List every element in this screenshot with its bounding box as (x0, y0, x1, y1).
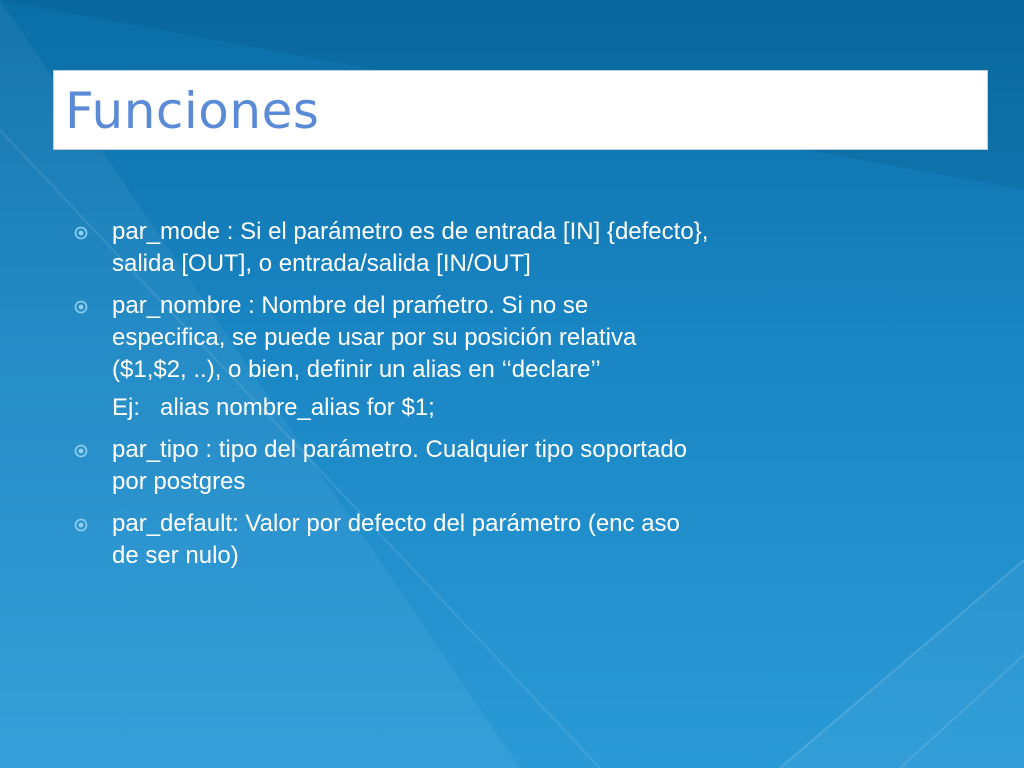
bullet-line: salida [OUT], o entrada/salida [IN/OUT] (112, 250, 531, 277)
bullet-line: par_nombre : Nombre del praḿetro. Si no se (112, 292, 589, 319)
circled-dot-icon (74, 226, 88, 240)
bullet-item-par-tipo (74, 434, 934, 498)
bullet-line: especifica, se puede usar por su posición relativa (112, 324, 637, 351)
circled-dot-icon (74, 444, 88, 458)
example-line: Ej: alias nombre_alias for $1; (112, 394, 435, 421)
bullet-line: par_mode : Si el parámetro es de entrada [IN] {defecto}, (112, 218, 709, 245)
circled-dot-icon (74, 300, 88, 314)
circled-dot-icon (74, 518, 88, 532)
example-item (74, 392, 934, 424)
bullet-item-par-nombre (74, 290, 934, 386)
bullet-line: ($1,$2, ..), o bien, definir un alias en ‘‘declare’’ (112, 356, 601, 383)
bullet-line: de ser nulo) (112, 542, 239, 569)
bullet-list (74, 216, 934, 582)
bullet-item-par-default (74, 508, 934, 572)
bullet-line: por postgres (112, 468, 246, 495)
bullet-item-par-mode (74, 216, 934, 280)
title-box (53, 70, 988, 150)
bullet-line: par_default: Valor por defecto del parámetro (enc aso (112, 510, 680, 537)
slide-title: Funciones (65, 82, 320, 140)
bullet-line: par_tipo : tipo del parámetro. Cualquier tipo soportado (112, 436, 688, 463)
